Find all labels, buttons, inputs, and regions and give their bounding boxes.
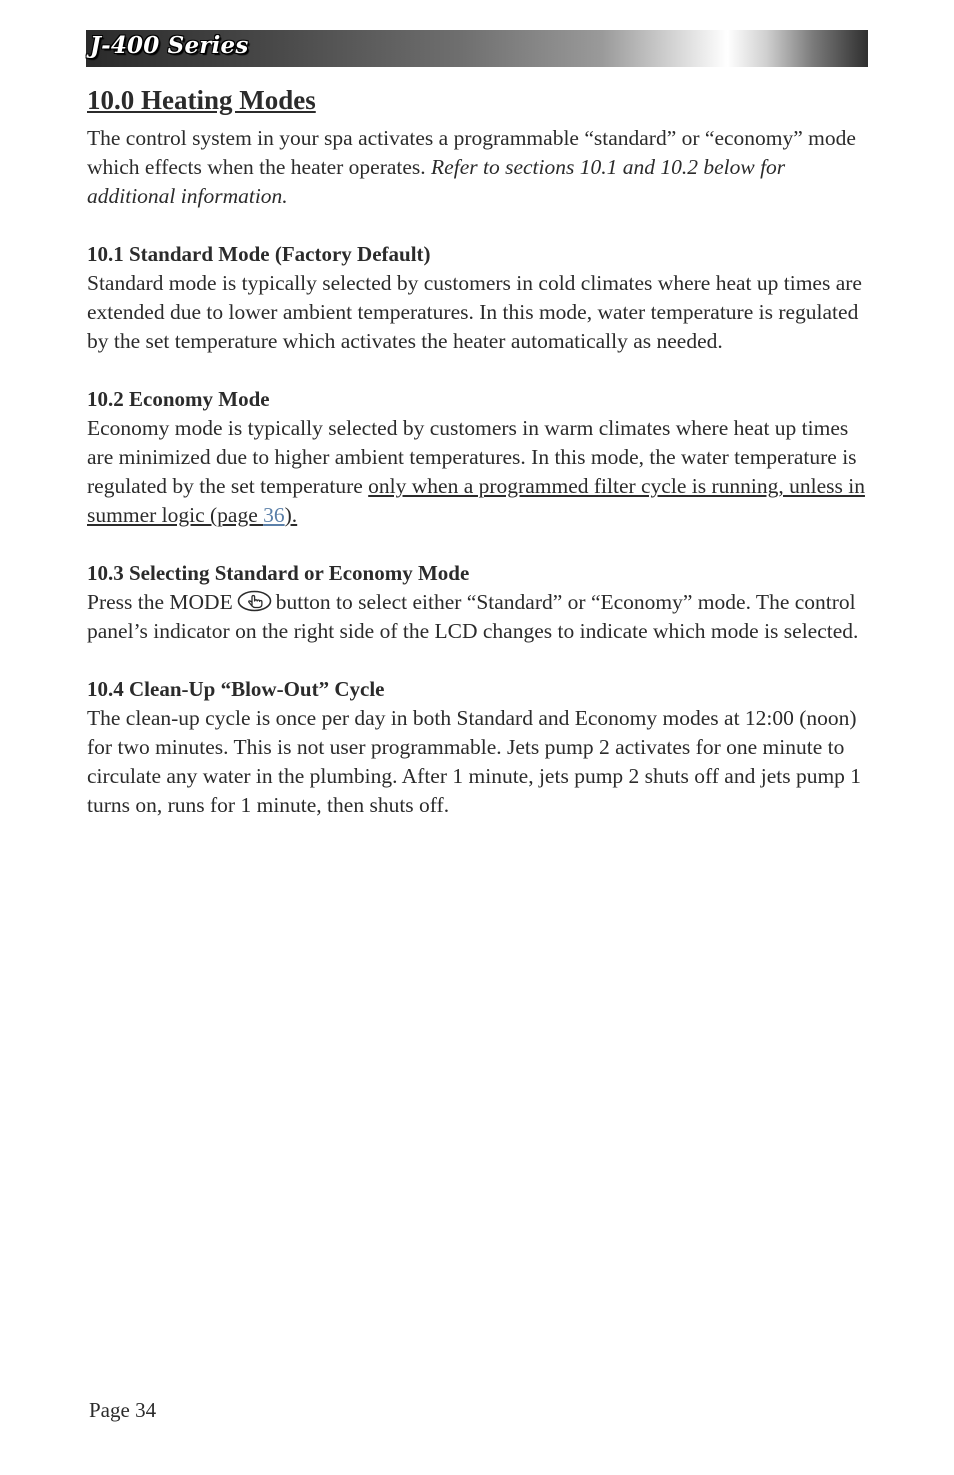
cleanup-cycle-heading: 10.4 Clean-Up “Blow-Out” Cycle xyxy=(87,677,385,701)
page-36-link[interactable]: 36 xyxy=(263,503,285,527)
intro-paragraph xyxy=(87,124,868,211)
economy-underlined-text: only when a programmed filter cycle is running, unless in summer logic (page xyxy=(87,474,865,527)
intro-text: The control system in your spa activates a programmable “standard” or “economy” mode which effects when the heater operates. xyxy=(87,126,856,179)
economy-mode-heading: 10.2 Economy Mode xyxy=(87,387,270,411)
cleanup-cycle-body: The clean-up cycle is once per day in both Standard and Economy modes at 12:00 (noon) for two minutes. This is not user programmable. Jets pump 2 activates for one minute to circulate any water in the plumbing. After 1 minute, jets pump 2 shuts off and jets pump 1 turns on, runs for 1 minute, then shuts off. xyxy=(87,706,862,817)
selecting-mode-body xyxy=(87,588,868,646)
section-title: 10.0 Heating Modes xyxy=(87,85,316,115)
page-content xyxy=(87,84,868,820)
mode-button-icon xyxy=(237,590,272,612)
standard-mode-heading: 10.1 Standard Mode (Factory Default) xyxy=(87,242,431,266)
standard-mode-body: Standard mode is typically selected by customers in cold climates where heat up times are extended due to lower ambient temperatures. In this mode, water temperature is regulated by the set temperature which activates the heater automatically as needed. xyxy=(87,271,862,353)
selecting-suffix: button to select either “Standard” or “Economy” mode. The control panel’s indicator on the right side of the LCD changes to indicate which mode is selected. xyxy=(87,590,859,643)
page-number: Page 34 xyxy=(89,1398,157,1422)
economy-closing-text: ). xyxy=(284,503,298,527)
series-title: J-400 Series xyxy=(90,32,249,59)
selecting-prefix: Press the MODE xyxy=(87,590,233,614)
economy-body-text: Economy mode is typically selected by customers in warm climates where heat up times are minimized due to higher ambient temperatures. In this mode, the water temperature is regulated by the set temperature xyxy=(87,416,857,498)
economy-mode-body xyxy=(87,414,868,530)
intro-reference: Refer to sections 10.1 and 10.2 below for additional information. xyxy=(87,155,786,208)
selecting-mode-heading: 10.3 Selecting Standard or Economy Mode xyxy=(87,561,470,585)
